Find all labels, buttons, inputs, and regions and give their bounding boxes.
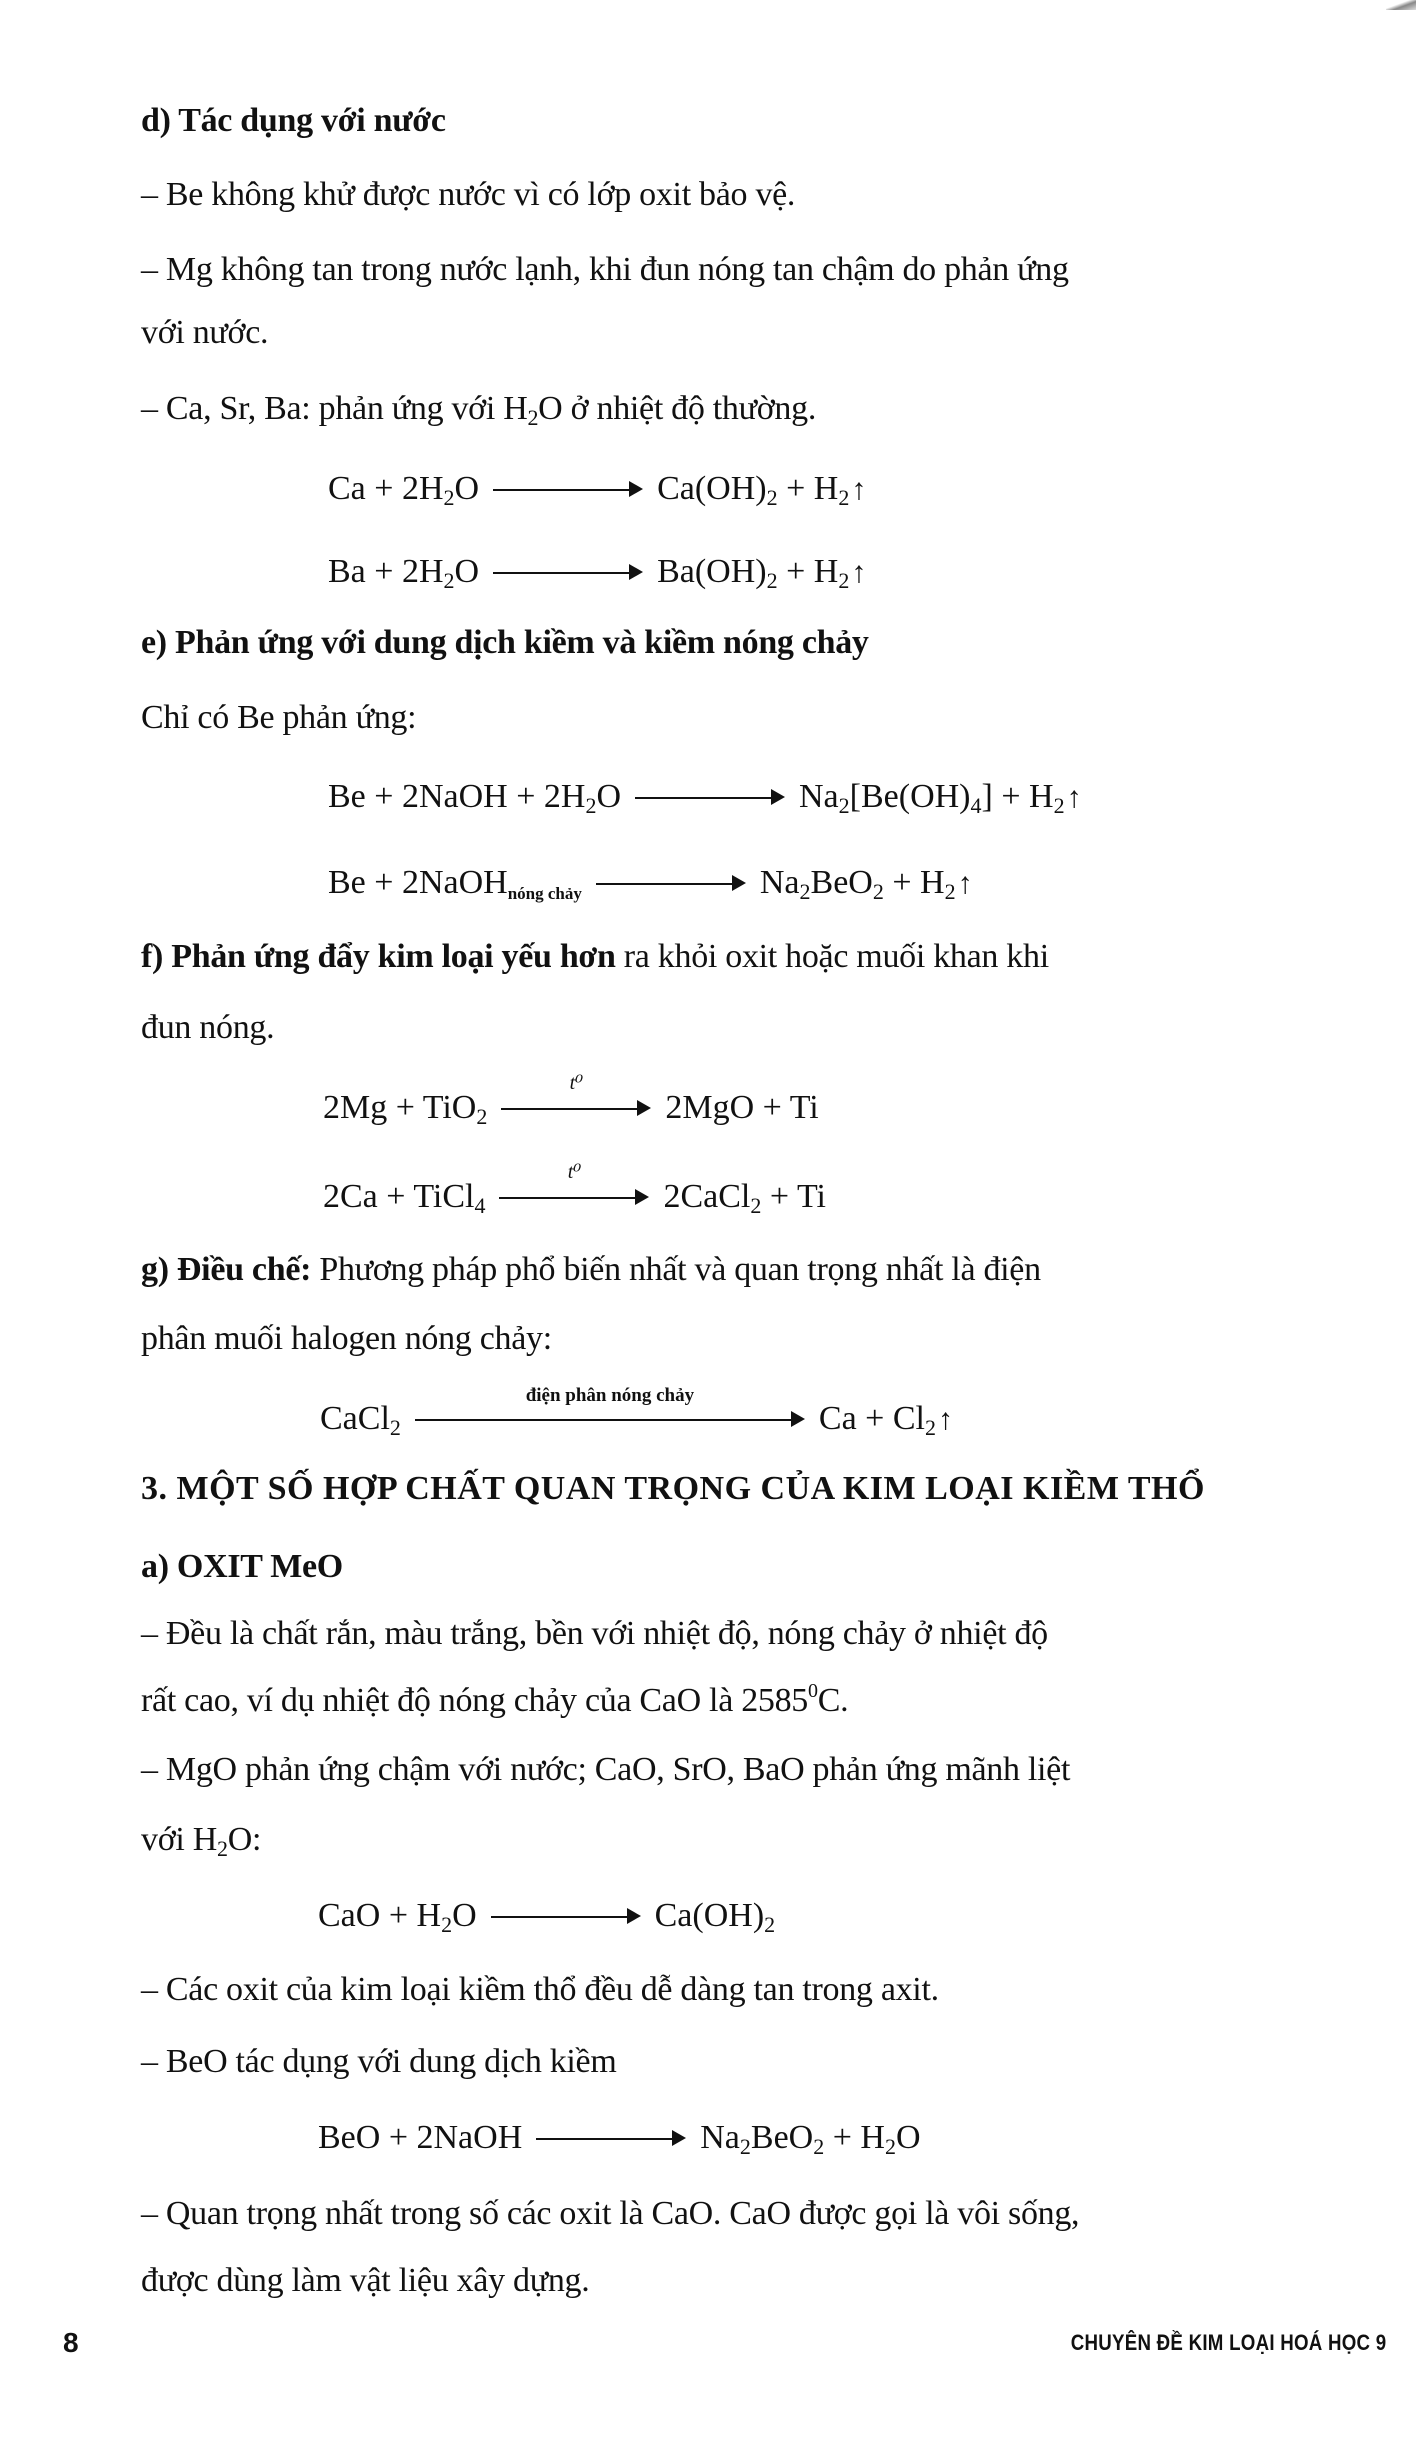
heat-arrow-icon: t⁰ <box>499 1180 649 1214</box>
equation-right: $Na_2[Be(OH)_4]$ + $H_2↑$ <box>799 778 1082 818</box>
equation-left: Be + 2NaOH$_{nóng chảy}$ <box>328 864 582 903</box>
arrow-icon <box>596 866 746 900</box>
section-e-intro: Chỉ có Be phản ứng: <box>141 699 417 736</box>
page-number: 8 <box>63 2327 79 2358</box>
section-d-line-2: – Mg không tan trong nước lạnh, khi đun nóng tan chậm do phản ứng <box>141 251 1069 288</box>
equation-beo-naoh <box>318 2119 921 2159</box>
section-3a-line-5: – Các oxit của kim loại kiềm thổ đều dễ dàng tan trong axit. <box>141 1971 939 2008</box>
section-3a-heading: a) OXIT MeO <box>141 1548 343 1585</box>
equation-right: $Ca(OH)_2$ + $H_2↑$ <box>657 470 867 510</box>
equation-cao-water <box>318 1897 776 1937</box>
section-d-line-3: với nước. <box>141 314 269 351</box>
section-e-heading: e) Phản ứng với dung dịch kiềm và kiềm nóng chảy <box>141 624 869 661</box>
section-3a-line-1: – Đều là chất rắn, màu trắng, bền với nhiệt độ, nóng chảy ở nhiệt độ <box>141 1615 1048 1652</box>
running-footer-title: CHUYÊN ĐỀ KIM LOẠI HOÁ HỌC 9 <box>1070 2330 1386 2355</box>
section-3a-line-8: được dùng làm vật liệu xây dựng. <box>141 2262 590 2299</box>
equation-right: $Na_2BeO_2 + H_2O$ <box>700 2119 921 2159</box>
section-3a-line-3: – MgO phản ứng chậm với nước; CaO, SrO, BaO phản ứng mãnh liệt <box>141 1751 1071 1788</box>
equation-left: Be + 2NaOH + $2H_2O$ <box>328 778 621 818</box>
section-3-heading: 3. MỘT SỐ HỢP CHẤT QUAN TRỌNG CỦA KIM LOẠI KIỀM THỔ <box>141 1470 1205 1507</box>
section-f-line-2: đun nóng. <box>141 1009 275 1046</box>
page-corner-shadow <box>1386 0 1416 10</box>
equation-right: $Na_2BeO_2$ + $H_2↑$ <box>759 864 973 904</box>
arrow-icon <box>536 2121 686 2155</box>
equation-ca-water <box>328 470 867 510</box>
equation-left: CaCl$_2$ <box>320 1400 401 1440</box>
equation-right: $Ca + Cl_2↑$ <box>818 1400 953 1440</box>
equation-ca-ticl4 <box>323 1161 826 1218</box>
section-d-heading: d) Tác dụng với nước <box>141 102 446 139</box>
section-d-line-4: – Ca, Sr, Ba: phản ứng với $H_2O$ ở nhiệt độ thường. <box>141 390 817 430</box>
equation-left: BeO + 2NaOH <box>318 2119 523 2156</box>
equation-right: $Ba(OH)_2$ + $H_2↑$ <box>657 553 867 593</box>
arrow-icon <box>491 1899 641 1933</box>
heat-arrow-icon: t⁰ <box>501 1091 651 1125</box>
equation-be-naoh-molten <box>328 864 973 904</box>
equation-mg-tio2 <box>323 1072 819 1129</box>
equation-left: $Ba + 2H_2O$ <box>328 553 480 593</box>
equation-be-naoh-water <box>328 778 1082 818</box>
equation-right: 2MgO + Ti <box>665 1089 819 1126</box>
equation-right: 2CaCl$_2$ + Ti <box>663 1178 826 1218</box>
section-3a-line-2: rất cao, ví dụ nhiệt độ nóng chảy của CaO là 2585$^0$C. <box>141 1680 849 1719</box>
equation-right: $Ca(OH)_2$ <box>654 1897 776 1937</box>
section-3a-line-7: – Quan trọng nhất trong số các oxit là CaO. CaO được gọi là vôi sống, <box>141 2195 1080 2232</box>
equation-left: CaO + $H_2O$ <box>318 1897 477 1937</box>
equation-cacl2-electrolysis <box>320 1385 953 1440</box>
section-d-line-1: – Be không khử được nước vì có lớp oxit bảo vệ. <box>141 176 796 213</box>
section-g-line-2: phân muối halogen nóng chảy: <box>141 1320 552 1357</box>
section-3a-line-4: với $H_2O$: <box>141 1821 262 1861</box>
arrow-icon <box>493 555 643 589</box>
section-f-heading: f) Phản ứng đẩy kim loại yếu hơn ra khỏi oxit hoặc muối khan khi <box>141 938 1049 975</box>
section-3a-line-6: – BeO tác dụng với dung dịch kiềm <box>141 2043 617 2080</box>
equation-left: 2Ca + TiCl$_4$ <box>323 1178 486 1218</box>
arrow-icon <box>493 472 643 506</box>
equation-left: 2Mg + TiO$_2$ <box>323 1089 488 1129</box>
equation-left: $Ca + 2H_2O$ <box>328 470 480 510</box>
section-g-line-1: g) Điều chế: Phương pháp phổ biến nhất và quan trọng nhất là điện <box>141 1251 1041 1288</box>
equation-ba-water <box>328 553 867 593</box>
electrolysis-arrow-icon: điện phân nóng chảy <box>415 1402 805 1436</box>
arrow-icon <box>635 780 785 814</box>
